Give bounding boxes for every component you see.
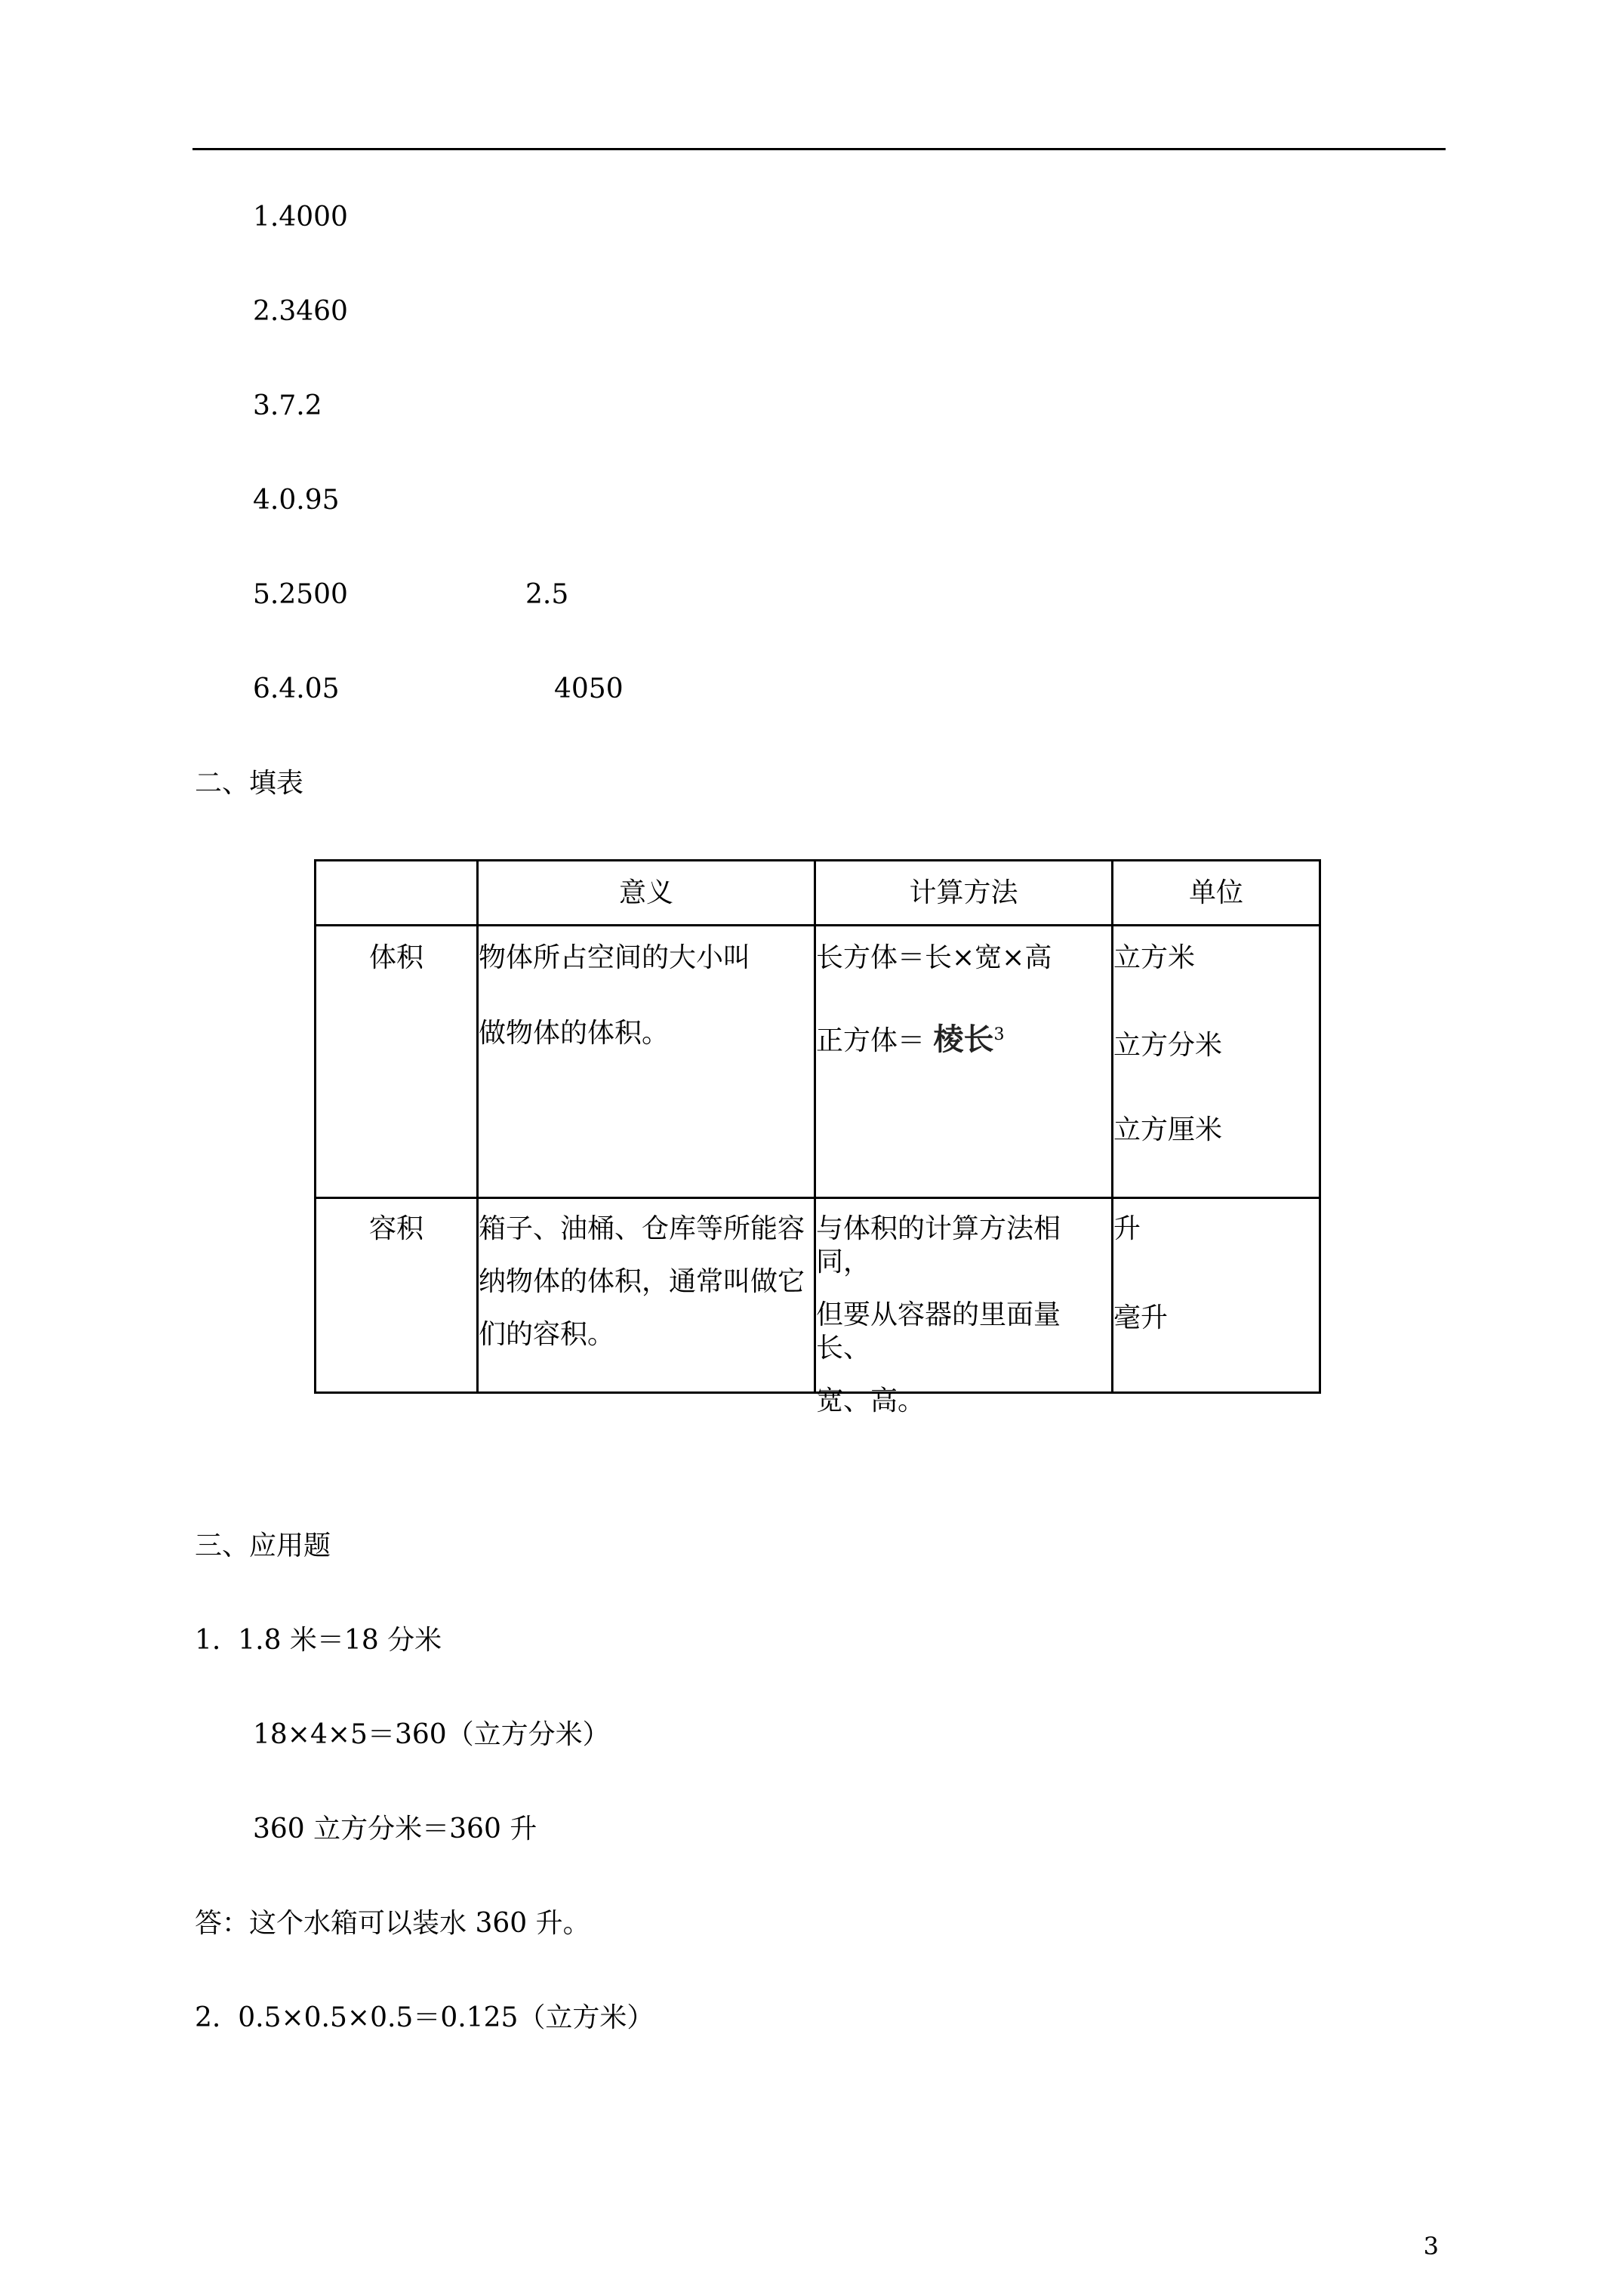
page-number: 3 <box>1423 2232 1439 2261</box>
q1-line-1: 1. 1.8 米＝18 分米 <box>195 1625 442 1656</box>
answer-item-4: 4.0.95 <box>253 485 340 516</box>
answer-item-5: 5.2500 <box>253 579 348 610</box>
answer-item-5-extra: 2.5 <box>525 579 569 610</box>
row-volume-meaning: 物体所占空间的大小叫 做物体的体积。 <box>478 926 815 1198</box>
row-volume-name: 体积 <box>316 926 478 1198</box>
table-header-meaning: 意义 <box>478 861 815 926</box>
answer-item-6-extra: 4050 <box>554 673 624 704</box>
row-volume-method: 长方体＝长×宽×高 正方体＝ 棱长$^3$ <box>815 926 1113 1198</box>
answer-item-1: 1.4000 <box>253 202 348 233</box>
row-capacity-meaning: 箱子、油桶、仓库等所能容 纳物体的体积，通常叫做它 们的容积。 <box>478 1198 815 1393</box>
answer-item-2: 2.3460 <box>253 296 348 327</box>
section-3-title: 三、应用题 <box>195 1530 331 1561</box>
row-capacity-method: 与体积的计算方法相同， 但要从容器的里面量长、 宽、高。 <box>815 1198 1113 1393</box>
q1-answer: 答：这个水箱可以装水 360 升。 <box>195 1908 590 1939</box>
cube-formula: 棱长 <box>933 1022 994 1057</box>
section-2-title: 二、填表 <box>195 768 304 799</box>
q2-line-1: 2. 0.5×0.5×0.5＝0.125（立方米） <box>195 2002 654 2033</box>
cube-formula-exponent: 3 <box>993 1025 1005 1044</box>
fill-table <box>314 859 1321 1416</box>
answer-item-3: 3.7.2 <box>253 390 322 421</box>
table-header-unit: 单位 <box>1113 861 1320 926</box>
table-header-empty <box>316 861 478 926</box>
q1-line-3: 360 立方分米＝360 升 <box>253 1814 537 1845</box>
cube-formula-prefix: 正方体＝ <box>816 1025 925 1056</box>
q1-line-2: 18×4×5＝360（立方分米） <box>253 1719 610 1750</box>
table-header-method: 计算方法 <box>815 861 1113 926</box>
row-capacity-name: 容积 <box>316 1198 478 1393</box>
row-volume-units: 立方米 立方分米 立方厘米 <box>1113 926 1320 1198</box>
answer-item-6: 6.4.05 <box>253 673 340 704</box>
row-capacity-units: 升 毫升 <box>1113 1198 1320 1393</box>
header-rule <box>192 148 1446 150</box>
